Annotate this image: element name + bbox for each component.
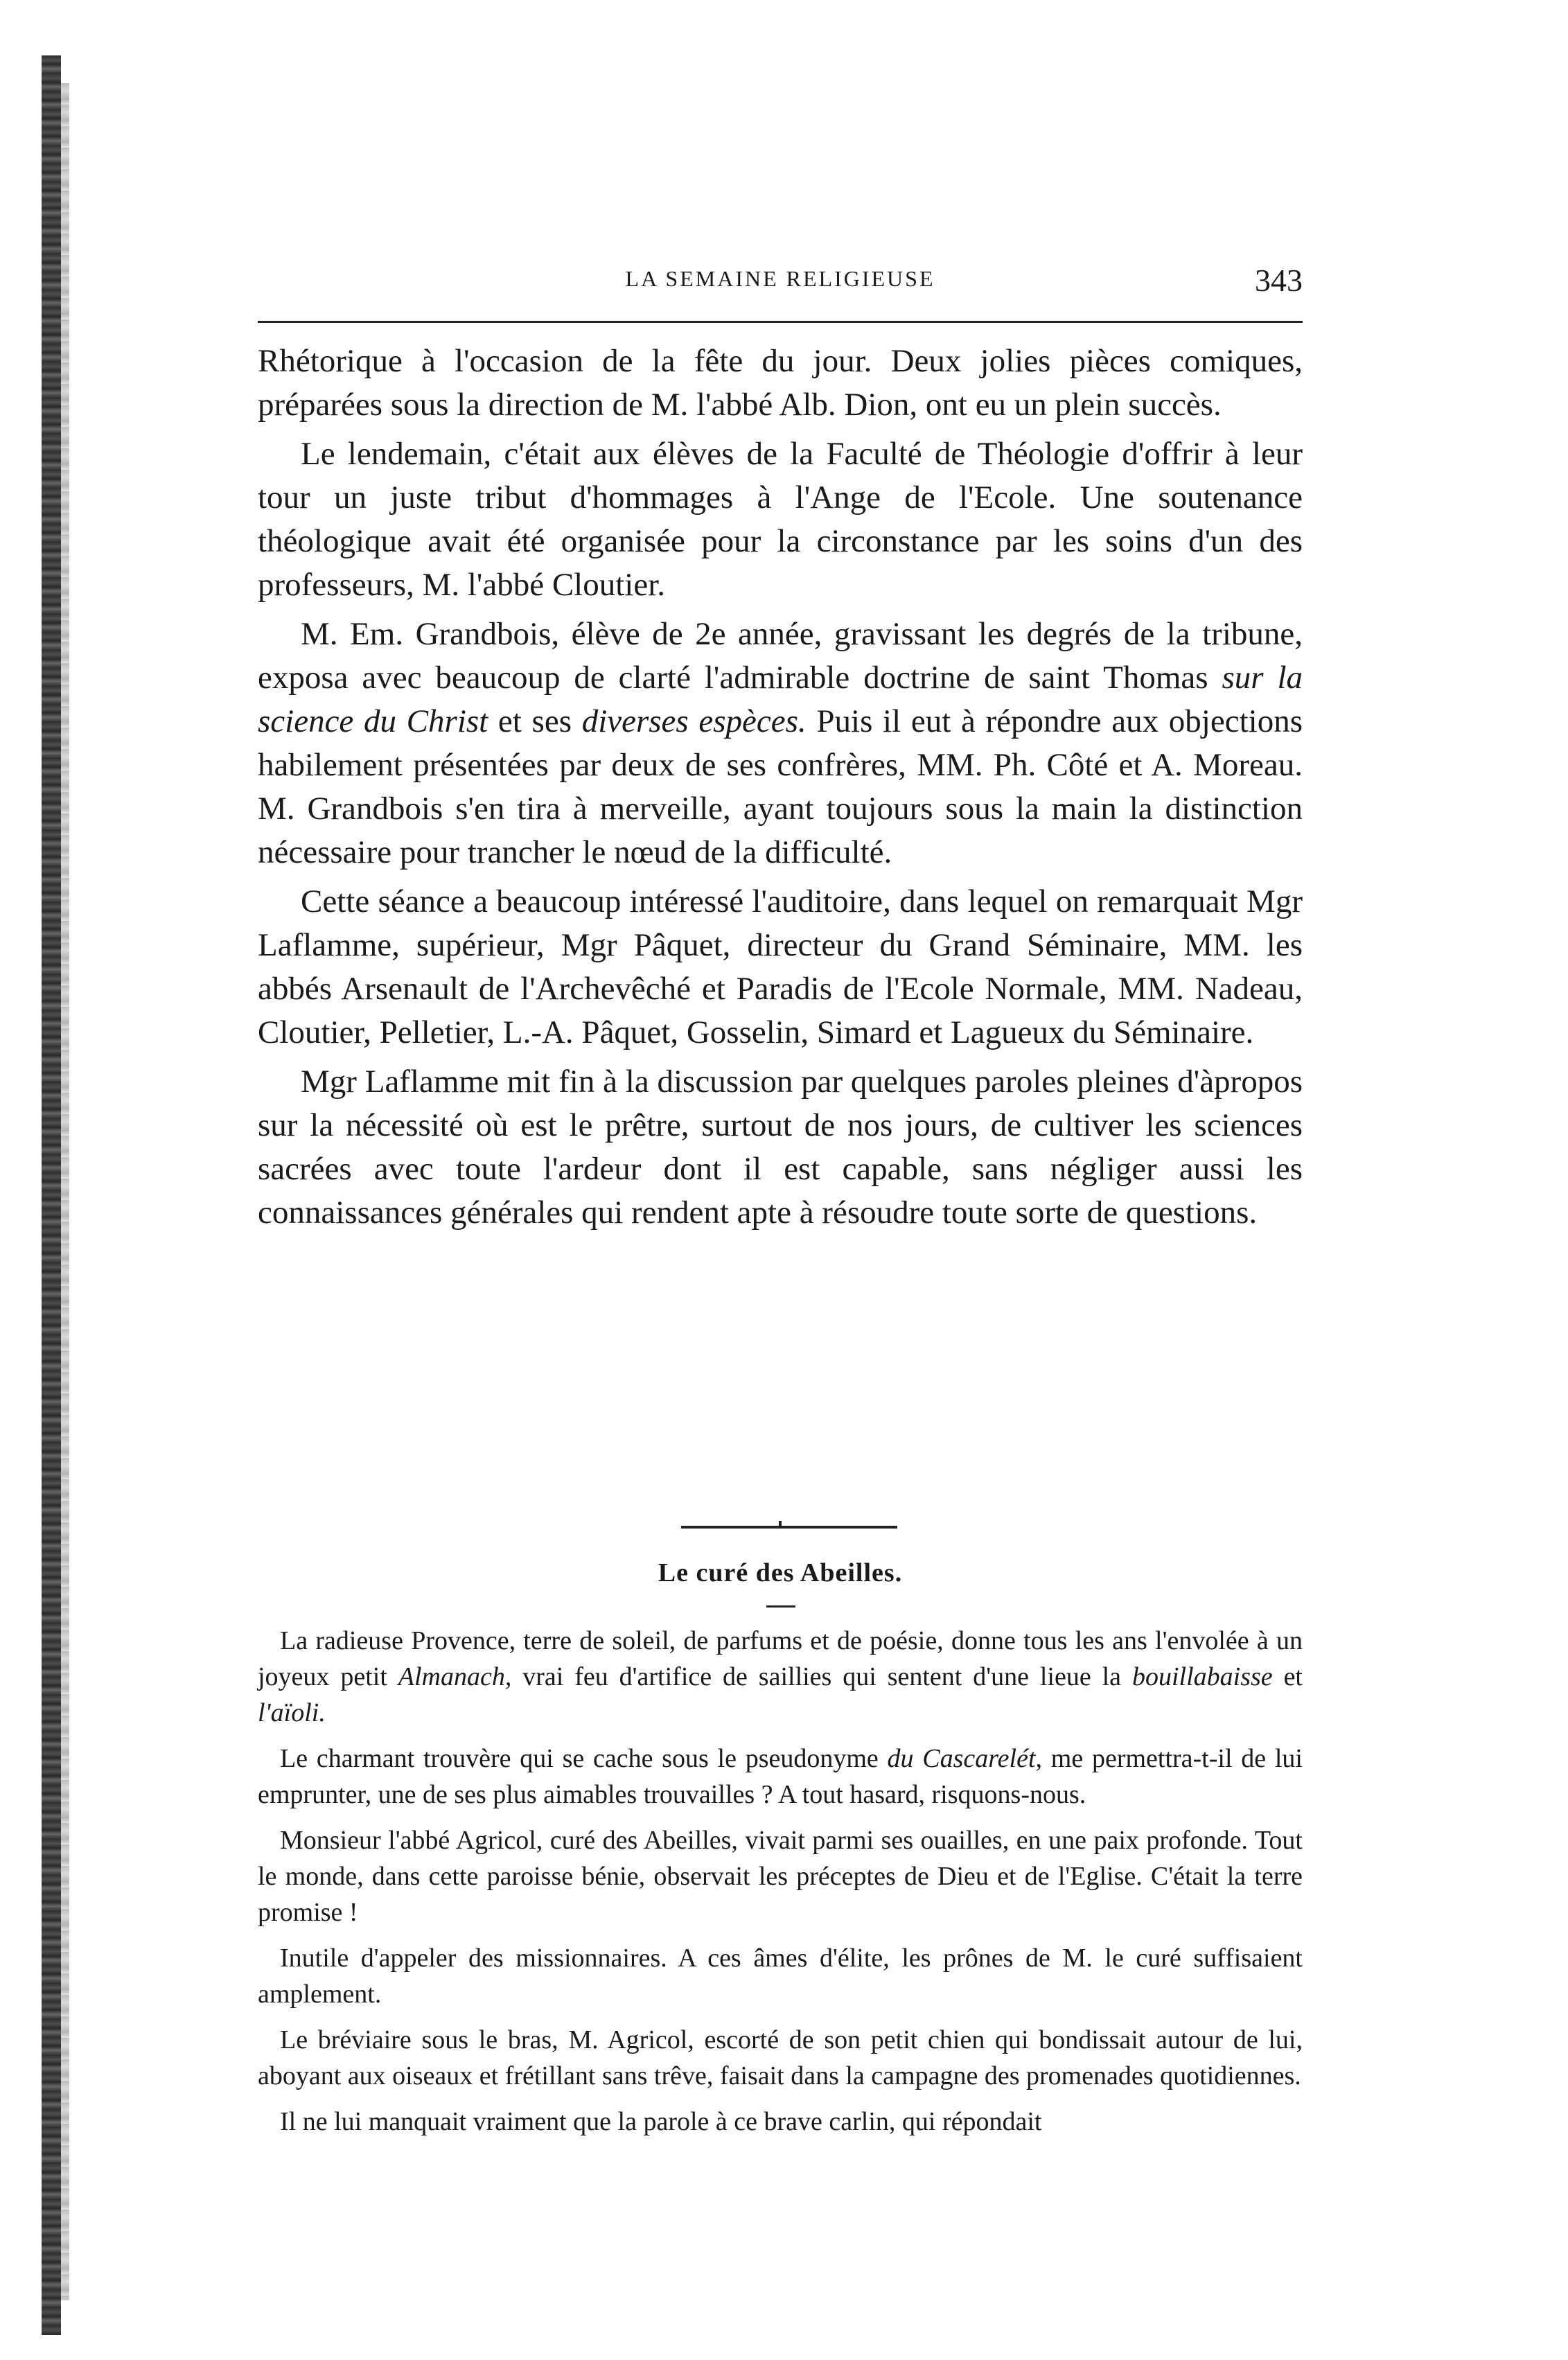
paragraph-text: La radieuse Provence, terre de soleil, de parfums et de poésie, donne tous les ans l'envolée à un joyeux petit: [258, 1626, 1303, 1691]
italic-phrase: l'aïoli.: [258, 1698, 326, 1727]
paragraph: [258, 1940, 1303, 2012]
section-title: Le curé des Abeilles.: [658, 1558, 903, 1587]
paragraph: [258, 1060, 1303, 1235]
paragraph-text: Le charmant trouvère qui se cache sous le pseudonyme: [280, 1744, 888, 1773]
paragraph-text: et: [1272, 1662, 1303, 1691]
article-body: [258, 340, 1303, 1240]
header-rule: [258, 321, 1303, 323]
paragraph-text: Monsieur l'abbé Agricol, curé des Abeilles, vivait parmi ses ouailles, en une paix profonde. Tout le monde, dans cette paroisse bénie, observait les préceptes de Dieu et de l'Eglise. C'était la terre promise !: [258, 1826, 1303, 1927]
paragraph-text: et ses: [488, 703, 582, 739]
running-head: LA SEMAINE RELIGIEUSE: [625, 266, 935, 291]
paragraph-text: vrai feu d'artifice de saillies qui sentent d'une lieue la: [511, 1662, 1132, 1691]
paragraph-text: me permettra-t-il de lui emprunter, une de ses plus aimables trouvailles ? A tout hasard, risquons-nous.: [258, 1744, 1303, 1809]
title-dash: [766, 1605, 795, 1608]
italic-phrase: diverses espèces.: [581, 703, 807, 739]
page-number: 343: [1255, 263, 1303, 298]
paragraph: [258, 1822, 1303, 1930]
italic-phrase: bouillabaisse: [1131, 1662, 1273, 1691]
book-binding-edge: [61, 83, 69, 2300]
paragraph: [258, 1741, 1303, 1813]
paragraph: [258, 2104, 1303, 2140]
paragraph-text: Le lendemain, c'était aux élèves de la Faculté de Théologie d'offrir à leur tour un juste tribut d'hommages à l'Ange de l'Ecole. Une soutenance théologique avait été organisée pour la circonstance par les soins d'un des professeurs, M. l'abbé Cloutier.: [258, 436, 1303, 603]
paragraph-text: Inutile d'appeler des missionnaires. A ces âmes d'élite, les prônes de M. le curé suffisaient amplement.: [258, 1944, 1303, 2009]
paragraph: [258, 340, 1303, 427]
page-header: [258, 262, 1303, 303]
paragraph-text: Cette séance a beaucoup intéressé l'auditoire, dans lequel on remarquait Mgr Laflamme, supérieur, Mgr Pâquet, directeur du Grand Séminaire, MM. les abbés Arsenault de l'Archevêché et Paradis de l'Ecole Normale, MM. Nadeau, Cloutier, Pelletier, L.-A. Pâquet, Gosselin, Simard et Lagueux du Séminaire.: [258, 883, 1303, 1050]
italic-phrase: Almanach,: [398, 1662, 512, 1691]
paragraph: [258, 2022, 1303, 2094]
section-separator: [681, 1526, 897, 1529]
paragraph-text: Il ne lui manquait vraiment que la parole à ce brave carlin, qui répondait: [280, 2107, 1042, 2136]
paragraph-text: Rhétorique à l'occasion de la fête du jour. Deux jolies pièces comiques, préparées sous la direction de M. l'abbé Alb. Dion, ont eu un plein succès.: [258, 343, 1303, 423]
section-body: [258, 1623, 1303, 2149]
paragraph-text: Le bréviaire sous le bras, M. Agricol, escorté de son petit chien qui bondissait autour de lui, aboyant aux oiseaux et frétillant sans trêve, faisait dans la campagne des promenades quotidiennes.: [258, 2025, 1303, 2090]
paragraph: [258, 880, 1303, 1055]
paragraph-text: Mgr Laflamme mit fin à la discussion par quelques paroles pleines d'àpropos sur la nécessité où est le prêtre, surtout de nos jours, de cultiver les sciences sacrées avec toute l'ardeur dont il est capable, sans négliger aussi les connaissances générales qui rendent apte à résoudre toute sorte de questions.: [258, 1064, 1303, 1231]
paragraph: [258, 1623, 1303, 1731]
paragraph-text: M. Em. Grandbois, élève de 2e année, gravissant les degrés de la tribune, exposa avec beaucoup de clarté l'admirable doctrine de saint Thomas: [258, 616, 1303, 696]
paragraph-text: Puis il eut à répondre aux objections habilement présentées par deux de ses confrères, MM. Ph. Côté et A. Moreau. M. Grandbois s'en tira à merveille, ayant toujours sous la main la distinction nécessaire pour trancher le nœud de la difficulté.: [258, 703, 1303, 870]
paragraph: [258, 432, 1303, 607]
book-binding-shadow: [42, 55, 61, 2335]
italic-phrase: du Cascarelét,: [887, 1744, 1043, 1773]
paragraph: [258, 613, 1303, 874]
separator-ornament: [779, 1521, 782, 1528]
italic-phrase: sur la science du Christ: [258, 660, 1303, 739]
